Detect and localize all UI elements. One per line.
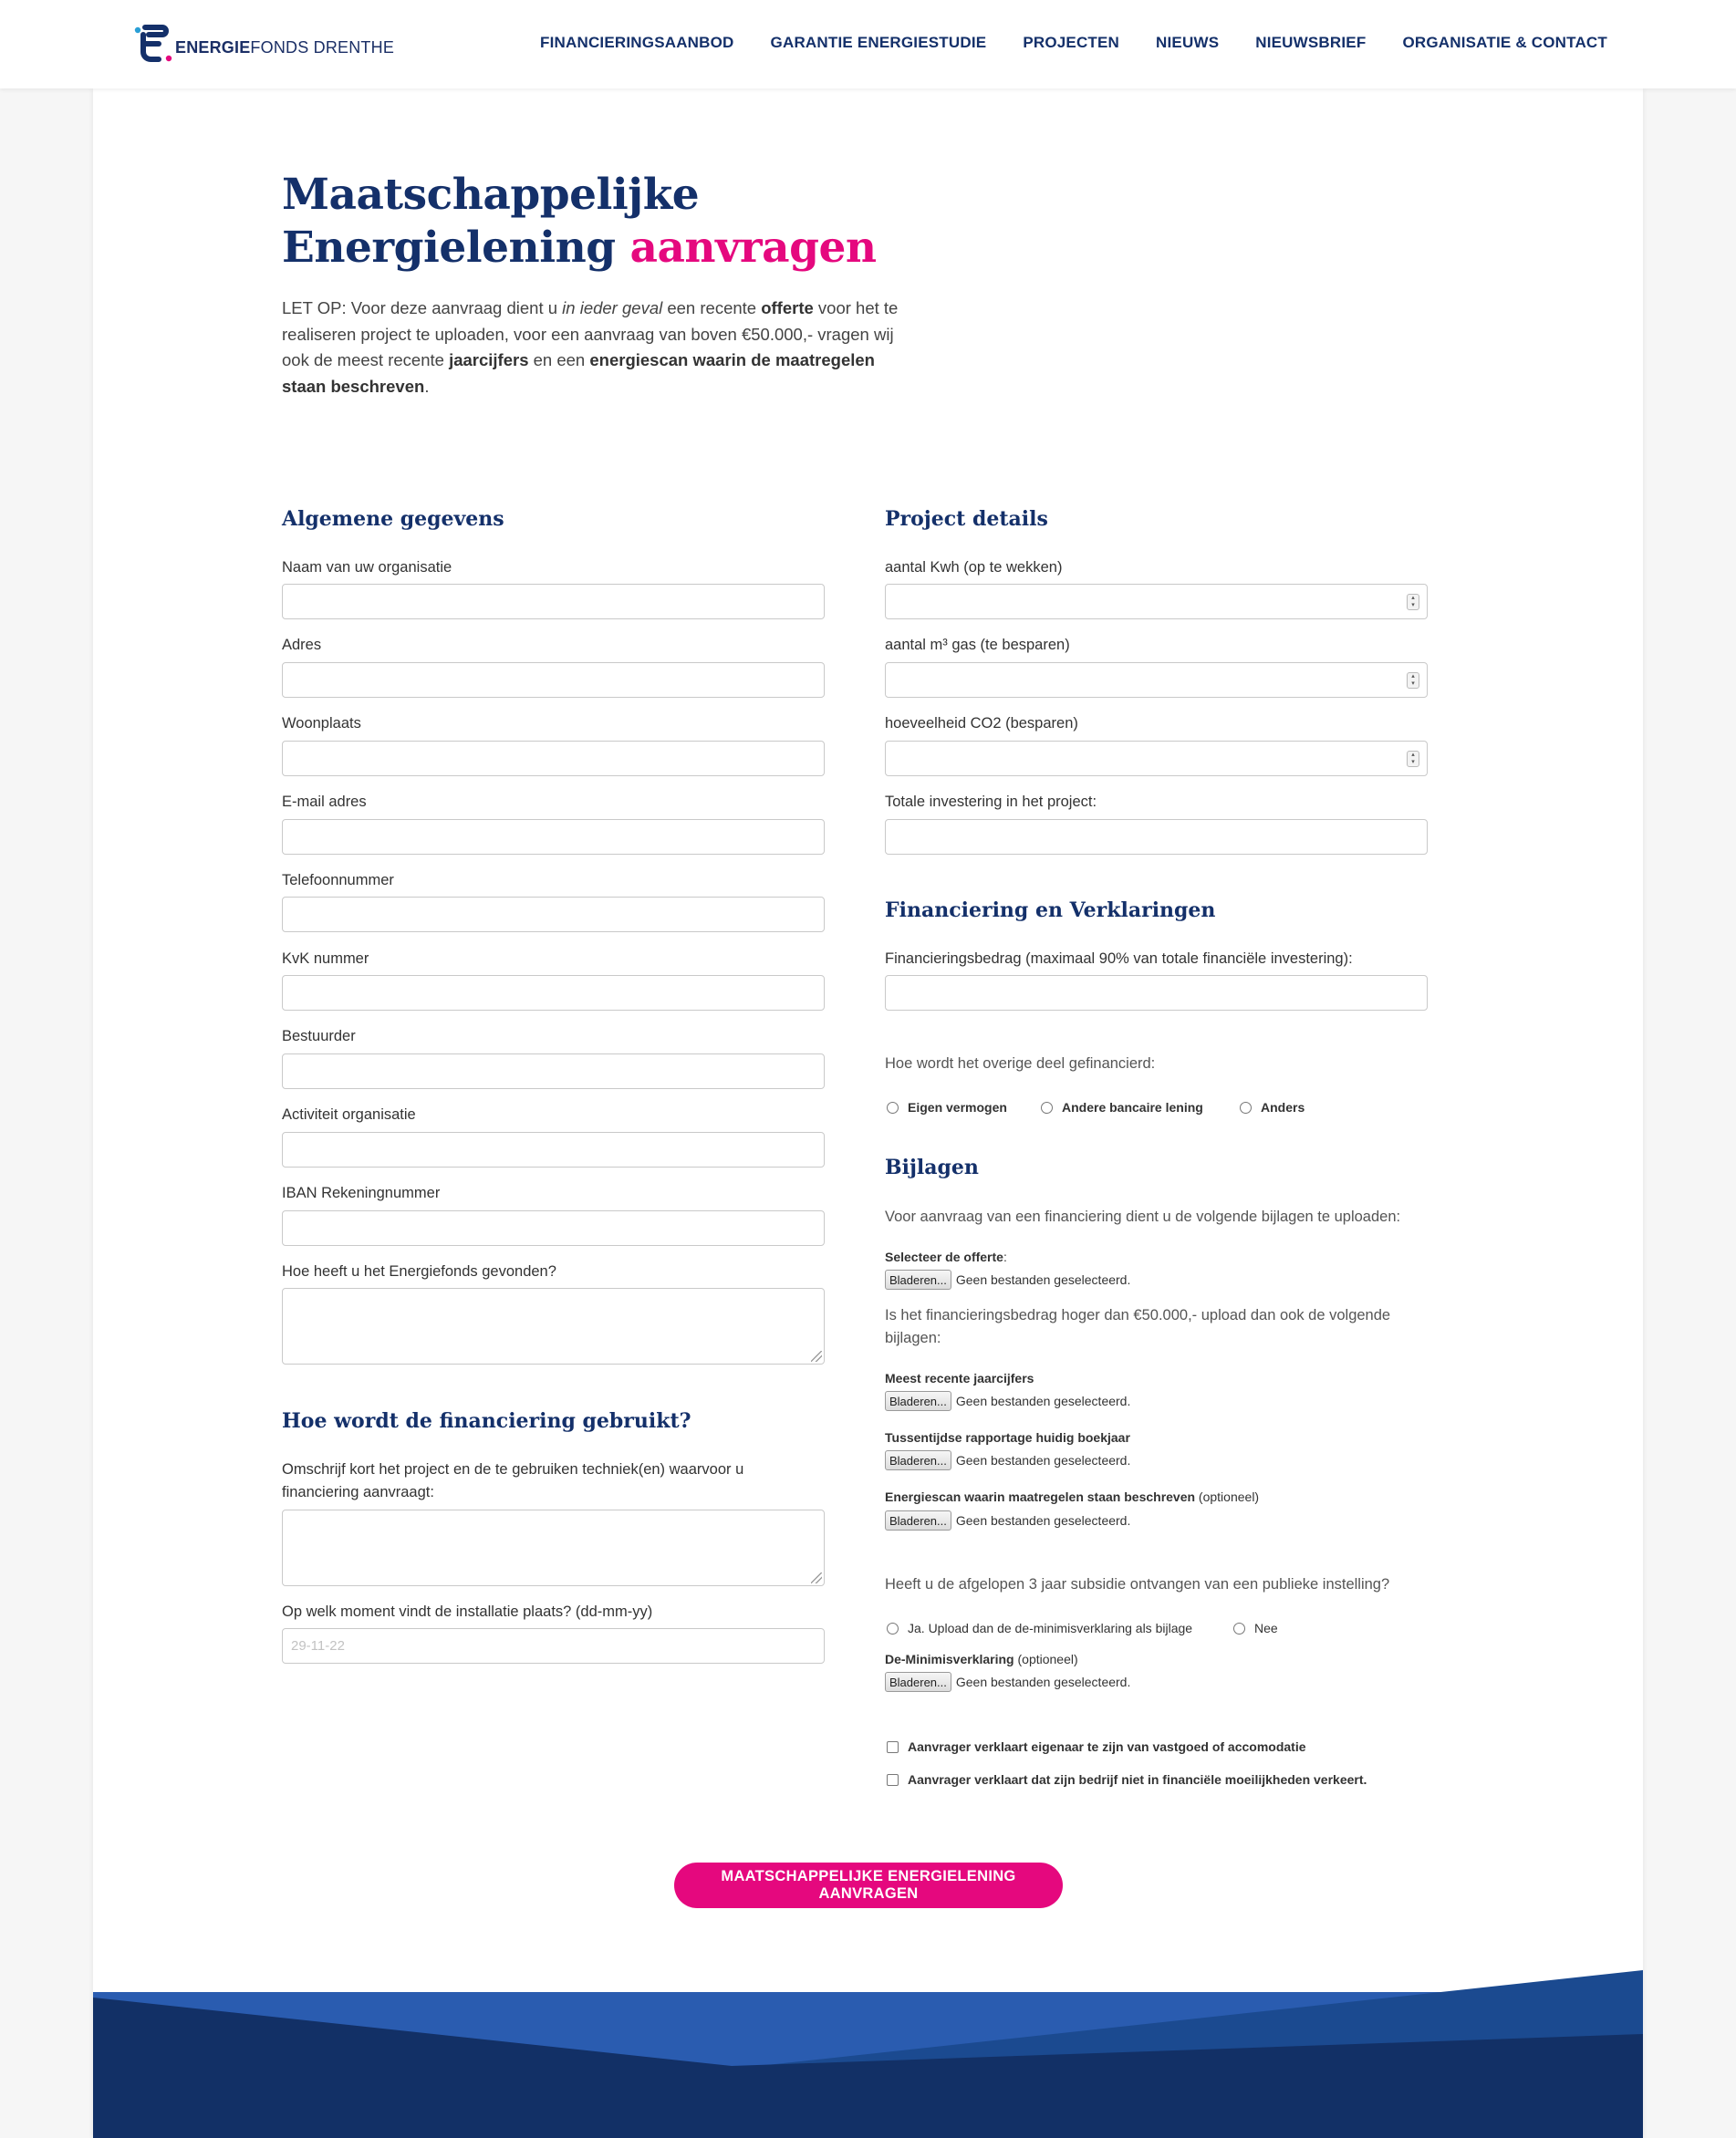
label-subsidie-vraag: Heeft u de afgelopen 3 jaar subsidie ontvangen van een publieke instelling? — [885, 1576, 1390, 1593]
nav-garantie-energiestudie[interactable]: GARANTIE ENERGIESTUDIE — [770, 34, 987, 51]
bijlagen-intro: Voor aanvraag van een financiering dient u de volgende bijlagen te uploaden: — [885, 1209, 1401, 1225]
section-financiering-gebruik: Hoe wordt de financiering gebruikt? — [282, 1409, 691, 1433]
radio-anders[interactable]: Anders — [1240, 1100, 1305, 1115]
spinner-icon[interactable]: ▴ ▾ — [1407, 751, 1419, 767]
co2-input[interactable] — [885, 741, 1428, 776]
woonplaats-input[interactable] — [282, 741, 825, 776]
label-installatie-datum: Op welk moment vindt de installatie plaats? (dd-mm-yy) — [282, 1604, 653, 1620]
radio-button[interactable] — [1041, 1102, 1053, 1114]
resize-handle-icon[interactable] — [811, 1572, 822, 1583]
label-iban: IBAN Rekeningnummer — [282, 1185, 441, 1201]
activiteit-input[interactable] — [282, 1132, 825, 1168]
label-deminimis: De-Minimisverklaring (optioneel) — [885, 1652, 1078, 1666]
label-organisatie: Naam van uw organisatie — [282, 559, 452, 576]
checkbox-financiele-moeilijkheden[interactable]: Aanvrager verklaart dat zijn bedrijf niet in financiële moeilijkheden verkeert. — [887, 1772, 1367, 1787]
label-omschrijving: Omschrijf kort het project en de te gebruiken techniek(en) waarvoor u financiering aanvraagt: — [282, 1461, 744, 1500]
label-gas: aantal m³ gas (te besparen) — [885, 637, 1070, 653]
label-activiteit: Activiteit organisatie — [282, 1106, 416, 1123]
nav-nieuws[interactable]: NIEUWS — [1156, 34, 1220, 51]
kwh-input[interactable] — [885, 584, 1428, 619]
label-co2: hoeveelheid CO2 (besparen) — [885, 715, 1078, 732]
bestuurder-input[interactable] — [282, 1053, 825, 1089]
label-woonplaats: Woonplaats — [282, 715, 361, 732]
spinner-icon[interactable]: ▴ ▾ — [1407, 672, 1419, 689]
label-email: E-mail adres — [282, 794, 367, 810]
kvk-input[interactable] — [282, 975, 825, 1011]
logo[interactable] — [133, 25, 394, 63]
title-line-2: Energielening — [282, 223, 616, 273]
browse-button[interactable]: Bladeren... — [885, 1510, 951, 1531]
checkbox[interactable] — [887, 1741, 899, 1753]
logo-text: ENERGIEFONDS DRENTHE — [175, 37, 395, 57]
nav-financieringsaanbod[interactable]: FINANCIERINGSAANBOD — [540, 34, 734, 51]
label-rapportage: Tussentijdse rapportage huidig boekjaar — [885, 1430, 1130, 1445]
title-line-1: Maatschappelijke — [282, 170, 700, 220]
main-nav — [540, 34, 1607, 52]
section-project-details: Project details — [885, 507, 1048, 531]
label-telefoon: Telefoonnummer — [282, 872, 394, 888]
page-title — [282, 169, 877, 275]
rapportage-file-upload[interactable]: Bladeren... Geen bestanden geselecteerd. — [885, 1450, 1130, 1470]
radio-bancaire-lening[interactable]: Andere bancaire lening — [1041, 1100, 1203, 1115]
site-header — [0, 0, 1736, 88]
label-kwh: aantal Kwh (op te wekken) — [885, 559, 1063, 576]
label-jaarcijfers: Meest recente jaarcijfers — [885, 1371, 1034, 1386]
installatie-datum-input[interactable] — [282, 1628, 825, 1664]
browse-button[interactable]: Bladeren... — [885, 1270, 951, 1290]
gas-input[interactable] — [885, 662, 1428, 698]
resize-handle-icon[interactable] — [811, 1351, 822, 1362]
section-bijlagen: Bijlagen — [885, 1156, 979, 1179]
radio-button[interactable] — [1233, 1623, 1245, 1635]
hoger-dan-tekst: Is het financieringsbedrag hoger dan €50.000,- upload dan ook de volgende bijlagen: — [885, 1307, 1391, 1346]
label-bestuurder: Bestuurder — [282, 1028, 356, 1044]
nav-projecten[interactable]: PROJECTEN — [1023, 34, 1120, 51]
iban-input[interactable] — [282, 1210, 825, 1246]
nav-organisatie-contact[interactable]: ORGANISATIE & CONTACT — [1402, 34, 1607, 51]
radio-subsidie-ja[interactable]: Ja. Upload dan de de-minimisverklaring als bijlage — [887, 1621, 1192, 1635]
label-gevonden: Hoe heeft u het Energiefonds gevonden? — [282, 1263, 556, 1280]
adres-input[interactable] — [282, 662, 825, 698]
date-placeholder: 29-11-22 — [291, 1638, 345, 1654]
title-accent: aanvragen — [629, 223, 877, 273]
intro-text: LET OP: Voor deze aanvraag dient u in ieder geval een recente offerte voor het te realiseren project te uploaden, voor een aanvraag van boven €50.000,- vragen wij ook de meest recente jaarcijfers en een energiescan waarin de maatregelen staan beschreven. — [282, 298, 899, 396]
omschrijving-textarea[interactable] — [282, 1510, 825, 1586]
spinner-icon[interactable]: ▴ ▾ — [1407, 594, 1419, 610]
label-overige-deel: Hoe wordt het overige deel gefinancierd: — [885, 1055, 1156, 1072]
footer-wave — [93, 1970, 1643, 2138]
telefoon-input[interactable] — [282, 897, 825, 932]
radio-button[interactable] — [887, 1623, 899, 1635]
offerte-file-upload[interactable]: Bladeren... Geen bestanden geselecteerd. — [885, 1270, 1130, 1290]
jaarcijfers-file-upload[interactable]: Bladeren... Geen bestanden geselecteerd. — [885, 1391, 1130, 1411]
browse-button[interactable]: Bladeren... — [885, 1672, 951, 1692]
section-financiering-verklaringen: Financiering en Verklaringen — [885, 898, 1216, 922]
deminimis-file-upload[interactable]: Bladeren... Geen bestanden geselecteerd. — [885, 1672, 1130, 1692]
checkbox[interactable] — [887, 1774, 899, 1786]
nav-nieuwsbrief[interactable]: NIEUWSBRIEF — [1255, 34, 1367, 51]
label-offerte: Selecteer de offerte: — [885, 1250, 1007, 1264]
organisatie-input[interactable] — [282, 584, 825, 619]
investering-input[interactable] — [885, 819, 1428, 855]
label-financieringsbedrag: Financieringsbedrag (maximaal 90% van totale financiële investering): — [885, 950, 1353, 967]
logo-mark-icon — [133, 25, 173, 63]
label-energiescan: Energiescan waarin maatregelen staan beschreven (optioneel) — [885, 1489, 1260, 1504]
financieringsbedrag-input[interactable] — [885, 975, 1428, 1011]
gevonden-textarea[interactable] — [282, 1288, 825, 1365]
checkbox-eigenaar[interactable]: Aanvrager verklaart eigenaar te zijn van vastgoed of accomodatie — [887, 1739, 1306, 1754]
browse-button[interactable]: Bladeren... — [885, 1391, 951, 1411]
radio-subsidie-nee[interactable]: Nee — [1233, 1621, 1278, 1635]
radio-button[interactable] — [887, 1102, 899, 1114]
label-adres: Adres — [282, 637, 322, 653]
email-input[interactable] — [282, 819, 825, 855]
browse-button[interactable]: Bladeren... — [885, 1450, 951, 1470]
radio-button[interactable] — [1240, 1102, 1252, 1114]
label-kvk: KvK nummer — [282, 950, 369, 967]
energiescan-file-upload[interactable]: Bladeren... Geen bestanden geselecteerd. — [885, 1510, 1130, 1531]
section-algemene-gegevens: Algemene gegevens — [282, 507, 504, 531]
label-investering: Totale investering in het project: — [885, 794, 1097, 810]
radio-eigen-vermogen[interactable]: Eigen vermogen — [887, 1100, 1007, 1115]
submit-button[interactable]: MAATSCHAPPELIJKE ENERGIELENING AANVRAGEN — [674, 1863, 1063, 1908]
